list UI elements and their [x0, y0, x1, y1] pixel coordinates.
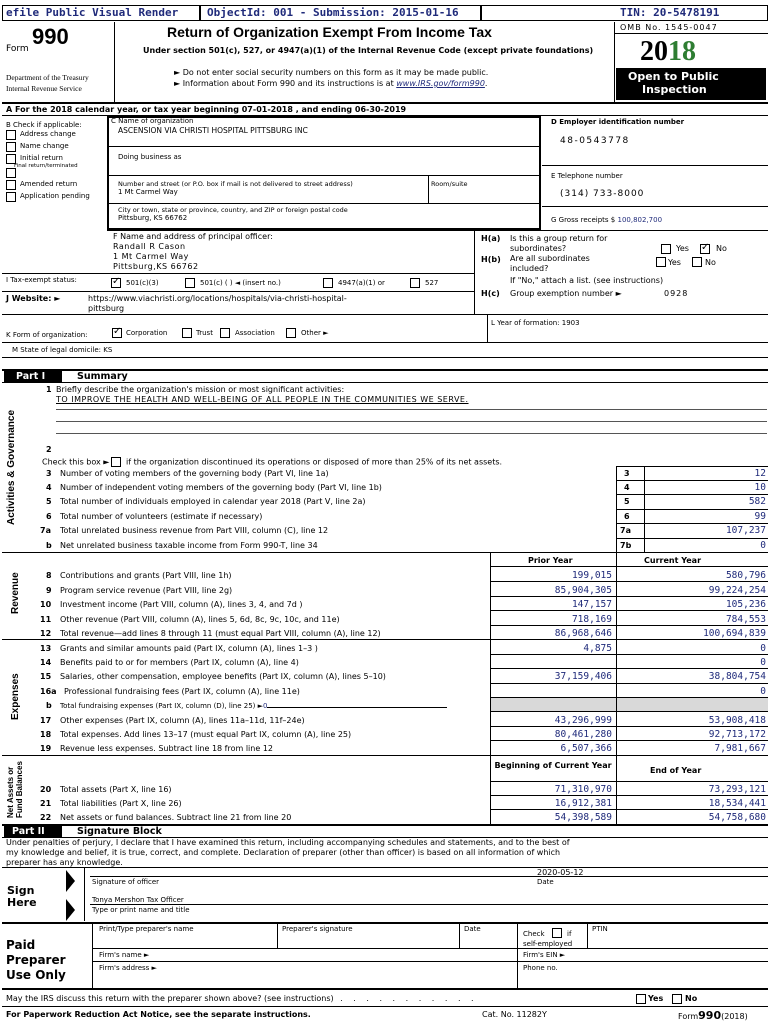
gov-line-text: Net unrelated business taxable income from Form 990-T, line 34	[60, 541, 318, 550]
firm-address-label: Firm's address ►	[99, 964, 157, 972]
revenue-line-text: Investment income (Part VIII, column (A), lines 3, 4, and 7d )	[60, 600, 303, 609]
expense-current: 38,804,754	[708, 671, 766, 682]
name-change-checkbox[interactable]	[6, 142, 16, 152]
gov-line-value: 107,237	[725, 525, 766, 536]
city-label: City or town, state or province, country, and ZIP or foreign postal code	[118, 206, 348, 214]
sign-date-value: 2020-05-12	[537, 868, 584, 877]
net-end: 18,534,441	[708, 798, 766, 809]
net-begin: 16,912,381	[554, 798, 612, 809]
paperwork-notice: For Paperwork Reduction Act Notice, see the separate instructions.	[6, 1010, 311, 1019]
discuss-no-checkbox[interactable]	[672, 994, 682, 1004]
officer-city: Pittsburg,KS 66762	[113, 262, 199, 271]
i-label: I Tax-exempt status:	[6, 276, 77, 284]
side-revenue: Revenue	[10, 572, 21, 614]
hb-yes-checkbox[interactable]	[656, 257, 666, 267]
revenue-current: 99,224,254	[708, 585, 766, 596]
expense-line-text: Revenue less expenses. Subtract line 18 from line 12	[60, 744, 273, 753]
h-note: If "No," attach a list. (see instructions)	[510, 276, 664, 285]
hb-no-checkbox[interactable]	[692, 257, 702, 267]
ha-no-label: No	[716, 244, 727, 253]
perjury-line-2: my knowledge and belief, it is true, correct, and complete. Declaration of preparer (other than officer) is based on all information of which	[6, 848, 561, 857]
expense-current: 0	[760, 657, 766, 668]
check-label: Check	[523, 930, 545, 938]
sign-label: Sign	[7, 884, 35, 897]
ha-yes-label: Yes	[676, 244, 689, 253]
m-label: M State of legal domicile: KS	[12, 346, 113, 354]
net-begin: 71,310,970	[554, 784, 612, 795]
hc-value: 0928	[664, 289, 689, 298]
expense-line-text: Benefits paid to or for members (Part IX, column (A), line 4)	[60, 658, 299, 667]
expense-current: 7,981,667	[714, 743, 766, 754]
form-label: Form	[6, 44, 29, 54]
gov-line-value: 99	[754, 511, 766, 522]
expense-current: 53,908,418	[708, 715, 766, 726]
revenue-prior: 85,904,305	[554, 585, 612, 596]
open-public-1: Open to Public	[628, 70, 719, 83]
hb-no-label: No	[705, 258, 716, 267]
discuss-question: May the IRS discuss this return with the preparer shown above? (see instructions) . . . . . . . . . . .	[6, 994, 478, 1003]
tax-year: 2018	[640, 36, 696, 67]
street-value: 1 Mt Carmel Way	[118, 188, 178, 196]
irs-link[interactable]: www.IRS.gov/form990	[396, 79, 485, 88]
object-id: ObjectId: 001 - Submission: 2015-01-16	[207, 6, 459, 19]
hb-text-1: Are all subordinates	[510, 254, 590, 263]
officer-title: Tonya Mershon Tax Officer	[92, 896, 184, 904]
ha-no-checkbox[interactable]	[700, 244, 710, 254]
expense-current: 92,713,172	[708, 729, 766, 740]
l-label: L Year of formation: 1903	[491, 319, 580, 327]
net-end: 73,293,121	[708, 784, 766, 795]
revenue-current: 100,694,839	[703, 628, 766, 639]
ha-text-1: Is this a group return for	[510, 234, 608, 243]
expense-prior: 80,461,280	[554, 729, 612, 740]
501c-label: 501(c) ( ) ◄ (insert no.)	[200, 279, 281, 287]
mission-text: TO IMPROVE THE HEALTH AND WELL-BEING OF ALL PEOPLE IN THE COMMUNITIES WE SERVE.	[56, 395, 469, 404]
net-line-text: Total liabilities (Part X, line 26)	[60, 799, 182, 808]
4947-checkbox[interactable]	[323, 278, 333, 288]
type-name-label: Type or print name and title	[92, 906, 190, 914]
expense-line-text: Grants and similar amounts paid (Part IX, column (A), lines 1–3 )	[60, 644, 318, 653]
ha-text-2: subordinates?	[510, 244, 567, 253]
firm-ein-label: Firm's EIN ►	[523, 951, 566, 959]
line2-checkbox[interactable]	[111, 457, 121, 467]
efile-label: efile Public Visual Render	[6, 6, 179, 19]
expense-line-text: Salaries, other compensation, employee benefits (Part IX, column (A), lines 5–10)	[60, 672, 386, 681]
revenue-line-text: Total revenue—add lines 8 through 11 (must equal Part VIII, column (A), line 12)	[60, 629, 381, 638]
corporation-label: Corporation	[126, 329, 168, 337]
gov-line-value: 10	[754, 482, 766, 493]
part2-title: Signature Block	[77, 826, 162, 837]
j-label: J Website: ►	[6, 294, 61, 303]
line1-text: Briefly describe the organization's mission or most significant activities:	[56, 385, 345, 394]
preparer-label: Preparer	[6, 953, 66, 967]
line2-text: Check this box ► if the organization discontinued its operations or disposed of more than 25% of its net assets.	[42, 457, 503, 467]
discuss-yes-label: Yes	[648, 994, 664, 1003]
line-a: A For the 2018 calendar year, or tax year beginning 07-01-2018 , and ending 06-30-2019	[6, 105, 407, 114]
net-end: 54,758,680	[708, 812, 766, 823]
address-change-label: Address change	[20, 130, 76, 138]
c-label: C Name of organization	[111, 117, 194, 125]
preparer-name-label: Print/Type preparer's name	[99, 925, 194, 933]
501c-checkbox[interactable]	[185, 278, 195, 288]
hb-yes-label: Yes	[668, 258, 681, 267]
website-line-1[interactable]: https://www.viachristi.org/locations/hospitals/via-christi-hospital-	[88, 294, 347, 303]
revenue-prior: 147,157	[571, 599, 612, 610]
other-label: Other ►	[301, 329, 329, 337]
revenue-line-text: Program service revenue (Part VIII, line 2g)	[60, 586, 233, 595]
amended-return-label: Amended return	[20, 180, 78, 188]
ha-yes-checkbox[interactable]	[661, 244, 671, 254]
name-change-label: Name change	[20, 142, 69, 150]
gov-line-value: 0	[760, 540, 766, 551]
here-label: Here	[7, 896, 37, 909]
initial-return-label: Initial return	[20, 154, 63, 162]
side-expenses: Expenses	[10, 673, 21, 720]
officer-name: Randall R Cason	[113, 242, 186, 251]
part2-tag: Part II	[12, 826, 45, 837]
hc-text: Group exemption number ►	[510, 289, 622, 298]
corporation-checkbox[interactable]	[112, 328, 122, 338]
revenue-current: 580,796	[725, 570, 766, 581]
gross-receipts: G Gross receipts $ 100,802,700	[551, 216, 663, 224]
firm-name-label: Firm's name ►	[99, 951, 150, 959]
gov-line-text: Number of independent voting members of the governing body (Part VI, line 1b)	[60, 483, 382, 492]
expense-line-text: Total expenses. Add lines 13–17 (must equal Part IX, column (A), line 25)	[60, 730, 352, 739]
application-pending-checkbox[interactable]	[6, 192, 16, 202]
ptin-label: PTIN	[592, 925, 608, 933]
trust-label: Trust	[196, 329, 213, 337]
if-label: if	[567, 930, 572, 938]
final-return-label: Final return/terminated	[14, 163, 78, 169]
discuss-no-label: No	[685, 994, 698, 1003]
expense-prior: 43,296,999	[554, 715, 612, 726]
website-line-2[interactable]: pittsburg	[88, 304, 125, 313]
hc-label: H(c)	[481, 289, 500, 298]
line2-num: 2	[46, 445, 52, 454]
revenue-current: 105,236	[725, 599, 766, 610]
address-change-checkbox[interactable]	[6, 130, 16, 140]
preparer-signature-label: Preparer's signature	[282, 925, 353, 933]
omb-number: OMB No. 1545-0047	[620, 23, 718, 32]
gov-line-value: 12	[754, 468, 766, 479]
other-checkbox[interactable]	[286, 328, 296, 338]
self-employed-label: self-employed	[523, 940, 573, 948]
tin: TIN: 20-5478191	[620, 6, 720, 19]
revenue-prior: 86,968,646	[554, 628, 612, 639]
expense-current: 0	[760, 686, 766, 697]
net-line-text: Net assets or fund balances. Subtract line 21 from line 20	[60, 813, 292, 822]
line1-num: 1	[46, 385, 52, 394]
gov-line-text: Total unrelated business revenue from Part VIII, column (C), line 12	[60, 526, 329, 535]
expense-line-text: Professional fundraising fees (Part IX, column (A), line 11e)	[64, 687, 300, 696]
note-info: ► Information about Form 990 and its instructions is at www.IRS.gov/form990.	[174, 79, 488, 88]
revenue-current: 784,553	[725, 614, 766, 625]
room-label: Room/suite	[431, 180, 468, 188]
amended-return-checkbox[interactable]	[6, 180, 16, 190]
hb-label: H(b)	[481, 255, 501, 264]
501c3-checkbox[interactable]	[111, 278, 121, 288]
b-label: B Check if applicable:	[6, 121, 82, 129]
discuss-yes-checkbox[interactable]	[636, 994, 646, 1004]
dept-1: Department of the Treasury	[6, 73, 89, 82]
form-subtitle: Under section 501(c), 527, or 4947(a)(1) of the Internal Revenue Code (except private foundations)	[143, 46, 594, 55]
association-label: Association	[235, 329, 275, 337]
expense-line-text: Total fundraising expenses (Part IX, column (D), line 25) ►0	[60, 702, 447, 710]
perjury-line-3: preparer has any knowledge.	[6, 858, 123, 867]
527-checkbox[interactable]	[410, 278, 420, 288]
street-label: Number and street (or P.O. box if mail is not delivered to street address)	[118, 180, 353, 188]
gov-line-value: 582	[748, 496, 766, 507]
revenue-prior: 199,015	[571, 570, 612, 581]
501c3-label: 501(c)(3)	[126, 279, 159, 287]
open-public-2: Inspection	[642, 83, 707, 96]
part1-title: Summary	[77, 371, 128, 382]
trust-checkbox[interactable]	[182, 328, 192, 338]
note-ssn: ► Do not enter social security numbers on this form as it may be made public.	[174, 68, 489, 77]
hb-text-2: included?	[510, 264, 549, 273]
use-only-label: Use Only	[6, 968, 66, 982]
ha-label: H(a)	[481, 234, 501, 243]
application-pending-label: Application pending	[20, 192, 90, 200]
form-number: 990	[32, 24, 69, 49]
org-name: ASCENSION VIA CHRISTI HOSPITAL PITTSBURG INC	[118, 126, 308, 135]
cat-number: Cat. No. 11282Y	[482, 1010, 547, 1019]
gov-line-text: Total number of individuals employed in calendar year 2018 (Part V, line 2a)	[60, 497, 366, 506]
phone-value: (314) 733-8000	[560, 189, 645, 199]
part1-tag: Part I	[16, 371, 46, 382]
sign-arrow-2	[66, 899, 75, 921]
dba-label: Doing business as	[118, 153, 182, 161]
expense-current: 0	[760, 643, 766, 654]
e-label: E Telephone number	[551, 172, 623, 180]
revenue-line-text: Other revenue (Part VIII, column (A), lines 5, 6d, 8c, 9c, 10c, and 11e)	[60, 615, 340, 624]
d-label: D Employer identification number	[551, 118, 685, 126]
expense-prior: 4,875	[583, 643, 612, 654]
expense-prior: 37,159,406	[554, 671, 612, 682]
dept-2: Internal Revenue Service	[6, 84, 82, 93]
self-employed-checkbox[interactable]	[552, 928, 562, 938]
perjury-line-1: Under penalties of perjury, I declare that I have examined this return, including accompanying schedules and statements, and to the best of	[6, 838, 570, 847]
side-governance: Activities & Governance	[6, 409, 17, 525]
preparer-date-label: Date	[464, 925, 481, 933]
4947-label: 4947(a)(1) or	[338, 279, 385, 287]
side-net-assets: Net Assets or Fund Balances	[6, 761, 24, 818]
association-checkbox[interactable]	[220, 328, 230, 338]
527-label: 527	[425, 279, 439, 287]
date-label: Date	[537, 878, 554, 886]
net-line-text: Total assets (Part X, line 16)	[60, 785, 172, 794]
gov-line-text: Total number of volunteers (estimate if necessary)	[60, 512, 263, 521]
form-title: Return of Organization Exempt From Income Tax	[167, 24, 492, 40]
current-year-header: Current Year	[644, 556, 702, 565]
officer-street: 1 Mt Carmel Way	[113, 252, 189, 261]
phone-no-label: Phone no.	[523, 964, 558, 972]
expense-line-text: Other expenses (Part IX, column (A), lines 11a–11d, 11f–24e)	[60, 716, 305, 725]
begin-year-header: Beginning of Current Year	[494, 761, 612, 770]
prior-year-header: Prior Year	[528, 556, 573, 565]
ein-value: 48-0543778	[560, 136, 630, 146]
paid-label: Paid	[6, 938, 36, 952]
net-begin: 54,398,589	[554, 812, 612, 823]
revenue-prior: 718,169	[571, 614, 612, 625]
sign-arrow-1	[66, 870, 75, 892]
gov-line-text: Number of voting members of the governing body (Part VI, line 1a)	[60, 469, 329, 478]
f-label: F Name and address of principal officer:	[113, 232, 273, 241]
end-year-header: End of Year	[650, 766, 702, 775]
city-value: Pittsburg, KS 66762	[118, 214, 188, 222]
signature-label: Signature of officer	[92, 878, 160, 886]
revenue-line-text: Contributions and grants (Part VIII, line 1h)	[60, 571, 232, 580]
k-label: K Form of organization:	[6, 331, 88, 339]
footer-form: Form990(2018)	[678, 1009, 748, 1022]
expense-prior: 6,507,366	[560, 743, 612, 754]
